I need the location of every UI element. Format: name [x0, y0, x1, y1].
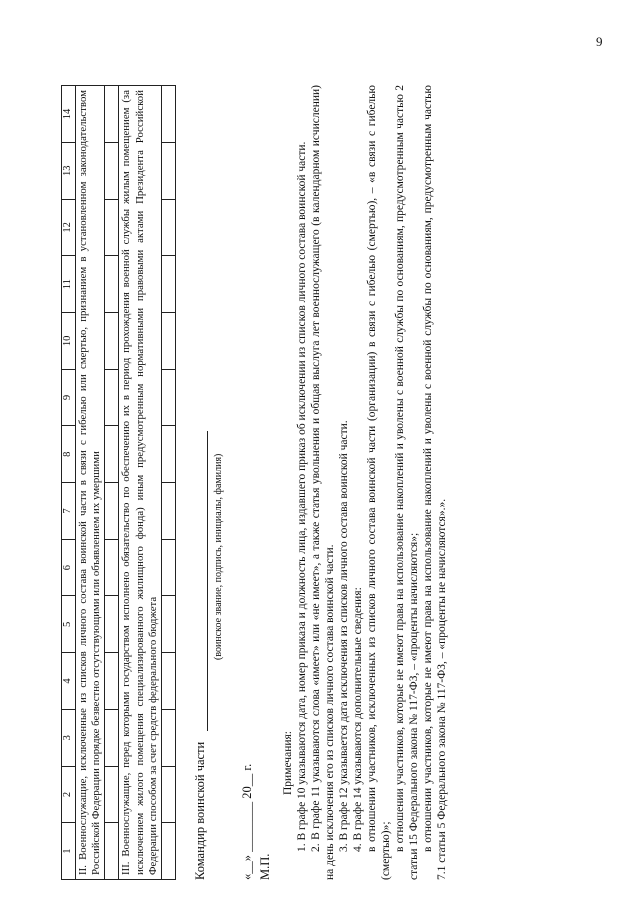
- signature-caption: (воинское звание, подпись, инициалы, фамилия): [213, 453, 224, 660]
- section-3-row: [119, 86, 162, 880]
- note-1: 1. В графе 10 указываются дата, номер приказа и должность лица, издавшего приказ об исключении из списков личного состава воинской части.: [296, 141, 309, 852]
- empty-row: [105, 86, 119, 880]
- column-number: 13: [62, 142, 76, 199]
- commander-label: Командир воинской части: [193, 741, 207, 880]
- note-3: 3. В графе 12 указывается дата исключения из списков личного состава воинской части.: [338, 420, 351, 852]
- section-2-heading: II. Военнослужащие, исключенные из списков личного состава воинской части в связи с гибелью или смертью, признанием в установленном законодательством Российской Федерации порядке безвестно отсутствующими или объявлением их умершими: [76, 86, 105, 880]
- page-number: 9: [596, 34, 603, 49]
- commander-line: [193, 85, 208, 880]
- note-4c: в отношении участников, которые не имеют права на использование накоплений и уволены с военной службы по основаниям, предусмотренным частью 7.1 статьи 5 Федерального закона № 117-ФЗ, – «проценты не начисляются».».: [422, 85, 449, 880]
- date-line: «__» ________ 20__ г.: [240, 763, 254, 880]
- notes: [281, 85, 449, 880]
- column-number: 3: [62, 709, 76, 766]
- column-number: 6: [62, 539, 76, 596]
- note-4b: в отношении участников, которые не имеют права на использование накоплений и уволены с военной службы по основаниям, предусмотренным частью 2 статьи 15 Федерального закона № 117-ФЗ, – «проценты начисляются»;: [394, 85, 421, 880]
- note-4a: в отношении участников, исключенных из списков личного состава воинской части (организации) в связи с гибелью (смертью), – «в связи с гибелью (смертью)»;: [366, 85, 393, 880]
- column-number: 1: [62, 823, 76, 880]
- column-number: 9: [62, 369, 76, 426]
- column-number: 4: [62, 653, 76, 710]
- section-2-row: [76, 86, 105, 880]
- section-3-heading: III. Военнослужащие, перед которыми государством исполнено обязательство по обеспечению их в период прохождения военной службы жилым помещением (за исключением жилого помещения специализированного жилищного фонда) иным предусмотренным нормативными правовыми актами Президента Российской Федерации способом за счет средств федерального бюджета: [119, 86, 162, 880]
- column-number: 8: [62, 426, 76, 483]
- column-number: 10: [62, 312, 76, 369]
- column-number: 2: [62, 766, 76, 823]
- column-number: 12: [62, 199, 76, 256]
- empty-row: [161, 86, 175, 880]
- column-numbers-row: [62, 86, 76, 880]
- note-2: 2. В графе 11 указываются слова «имеет» или «не имеет», а также статья увольнения и общая выслуга лет военнослужащего (в календарном исчислении) на день исключения его из списков личного состава воинской части.: [310, 85, 337, 880]
- column-number: 5: [62, 596, 76, 653]
- signature-line: [195, 431, 208, 731]
- rotated-sheet: [55, 80, 525, 880]
- stamp-place: М.П.: [258, 853, 272, 880]
- column-number: 11: [62, 256, 76, 313]
- note-4: 4. В графе 14 указываются дополнительные сведения:: [352, 587, 365, 852]
- notes-title: Примечания:: [282, 731, 294, 795]
- column-number: 14: [62, 86, 76, 143]
- column-number: 7: [62, 483, 76, 540]
- register-table: [61, 85, 176, 880]
